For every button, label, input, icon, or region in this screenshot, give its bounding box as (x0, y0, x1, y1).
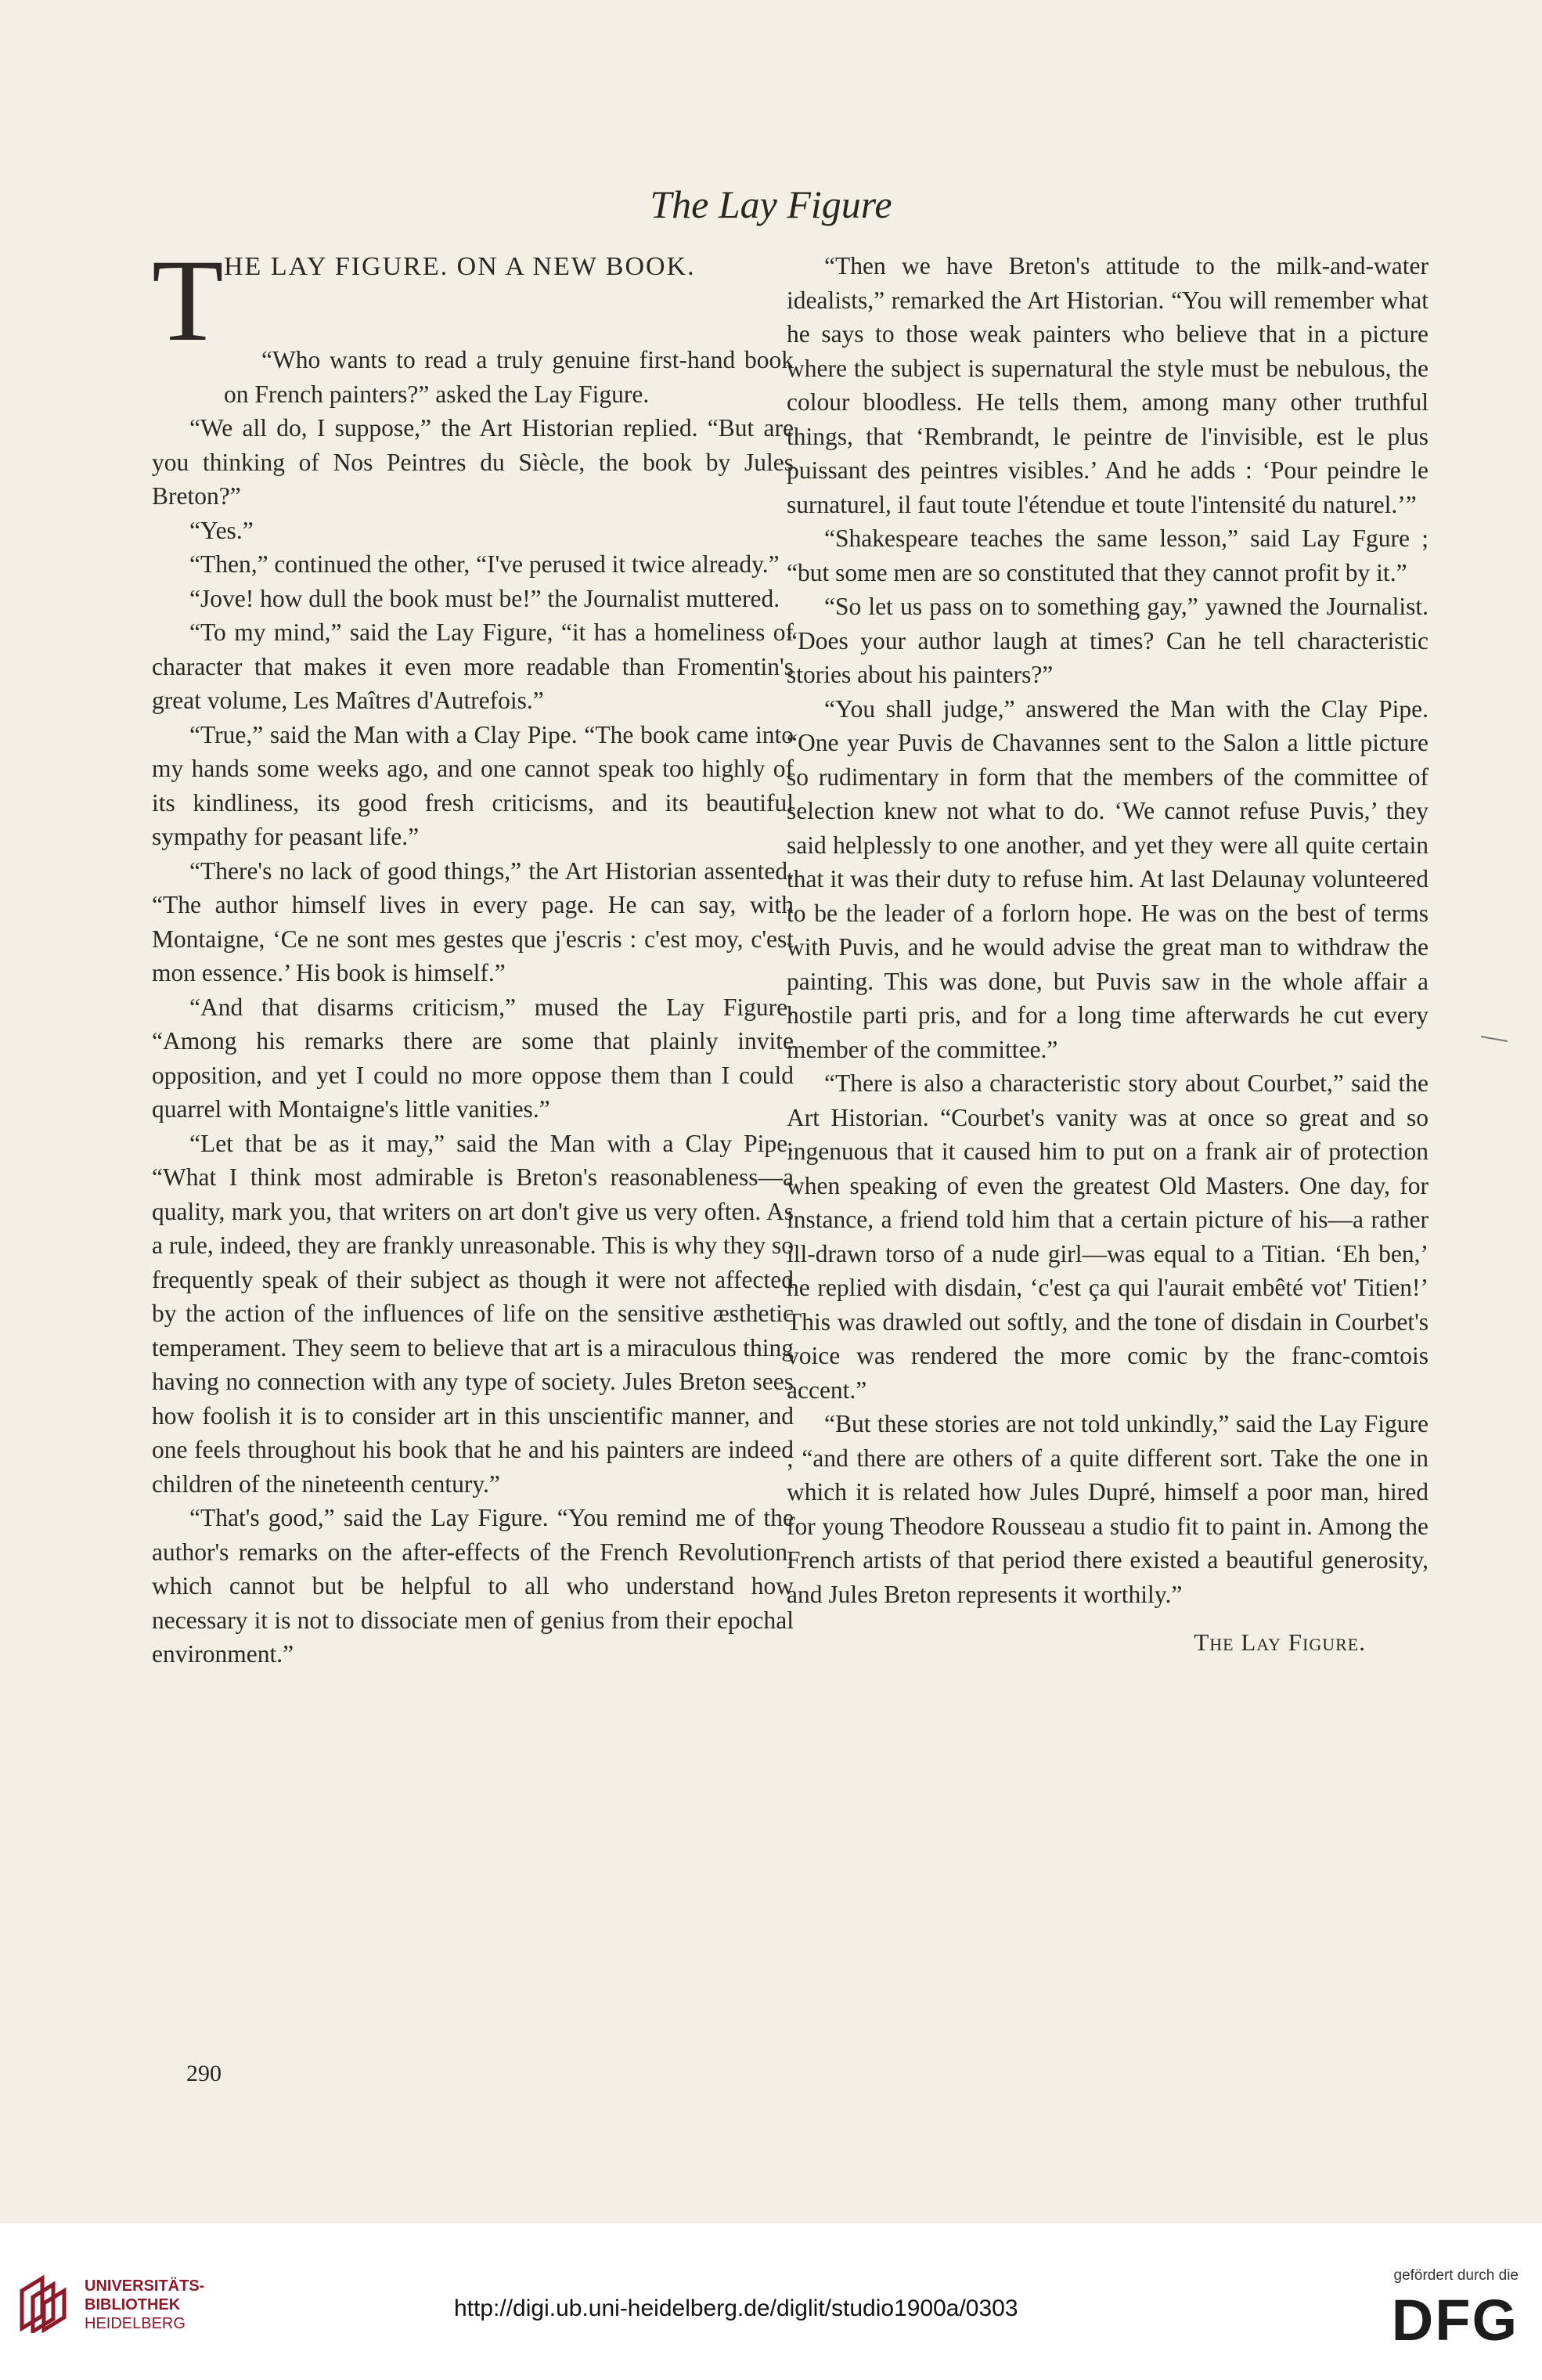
paragraph: “So let us pass on to something gay,” yawned the Journalist. “Does your author laugh at times? Can he tell characteristic stories about his painters?” (787, 593, 1429, 688)
funding-label: gefördert durch die (1393, 2267, 1519, 2284)
paragraph: “That's good,” said the Lay Figure. “You remind me of the author's remarks on the after-effects of the French Revolution, which cannot but be helpful to all who understand how necessary it is not to dissociate men of genius from their epochal environment.” (152, 1504, 794, 1668)
paragraph: “True,” said the Man with a Clay Pipe. “The book came into my hands some weeks ago, and one cannot speak too highly of its kindliness, its good fresh criticisms, and its beautiful sympathy for peasant life.” (152, 720, 794, 850)
article-title: HE LAY FIGURE. ON A NEW BOOK. (224, 252, 696, 281)
left-column (152, 236, 794, 1671)
paragraph: “Let that be as it may,” said the Man with a Clay Pipe. “What I think most admirable is Breton's reasonableness—a quality, mark you, that writers on art don't give us very often. As a rule, indeed, they are frankly unreasonable. This is why they so frequently speak of their subject as though it were not affected by the action of the influences of life on the sensitive æsthetic temperament. They seem to believe that art is a miraculous thing having no connection with any type of society. Jules Breton sees how foolish it is to consider art in this unscientific manner, and one feels throughout his book that he and his painters are indeed children of the nineteenth century.” (152, 1129, 794, 1498)
paragraph: “We all do, I suppose,” the Art Historian replied. “But are you thinking of Nos Peintres du Siècle, the book by Jules Breton?” (152, 414, 794, 510)
running-head: The Lay Figure (650, 182, 892, 226)
smudge-mark (1479, 1035, 1511, 1043)
paragraph: “Who wants to read a truly genuine first-hand book on French painters?” asked the Lay Figure. (224, 346, 794, 408)
paragraph: “There's no lack of good things,” the Art Historian assented. “The author himself lives in every page. He can say, with Montaigne, ‘Ce ne sont mes gestes que j'escris : c'est moy, c'est mon essence.’ His book is himself.” (152, 856, 794, 986)
paragraph: “There is also a characteristic story about Courbet,” said the Art Historian. “Courbet's vanity was at once so great and so ingenuous that it caused him to put on a frank air of protection when speaking of even the greatest Old Masters. One day, for instance, a friend told him that a certain picture of his—a rather ill-drawn torso of a nude girl—was equal to a Titian. ‘Eh ben,’ he replied with disdain, ‘c'est ça qui l'aurait embêté vot' Titien!’ This was drawled out softly, and the tone of disdain in Courbet's voice was rendered the more comic by the franc-comtois accent.” (787, 1069, 1429, 1404)
paragraph: “You shall judge,” answered the Man with the Clay Pipe. “One year Puvis de Chavannes sent to the Salon a little picture so rudimentary in form that the members of the committee of selection knew not what to do. ‘We cannot refuse Puvis,’ they said helplessly to one another, and yet they were all quite certain that it was their duty to refuse him. At last Delaunay volunteered to be the leader of a forlorn hope. He was on the best of terms with Puvis, and he would advise the great man to withdraw the painting. This was done, but Puvis saw in the whole affair a hostile parti pris, and for a long time afterwards he cut every member of the committee.” (787, 694, 1429, 1063)
page-number: 290 (186, 2061, 222, 2086)
article-heading (152, 236, 794, 366)
library-name[interactable] (85, 2277, 204, 2333)
paragraph: “Then,” continued the other, “I've perused it twice already.” (189, 550, 780, 578)
paragraph: “And that disarms criticism,” mused the Lay Figure. “Among his remarks there are some that plainly invite opposition, and yet I could no more oppose them than I could quarrel with Montaigne's little vanities.” (152, 993, 794, 1123)
source-url-link[interactable]: http://digi.ub.uni-heidelberg.de/diglit/studio1900a/0303 (454, 2295, 1018, 2321)
paragraph: “But these stories are not told unkindly,” said the Lay Figure ; “and there are others of a quite different sort. Take the one in which it is related how Jules Dupré, himself a poor man, hired for young Theodore Rousseau a studio fit to paint in. Among the French artists of that period there existed a beautiful generosity, and Jules Breton represents it worthily.” (787, 1410, 1429, 1608)
dfg-logo[interactable]: DFG (1391, 2288, 1519, 2353)
paragraph: “Jove! how dull the book must be!” the Journalist muttered. (189, 584, 780, 612)
signature: The Lay Figure. (1194, 1628, 1366, 1656)
paragraph: “Yes.” (189, 516, 254, 544)
paragraph: “Shakespeare teaches the same lesson,” said Lay Fgure ; “but some men are so constituted that they cannot profit by it.” (787, 525, 1429, 586)
drop-cap: T (152, 236, 224, 366)
paragraph: “To my mind,” said the Lay Figure, “it has a homeliness of character that makes it even more readable than Fromentin's great volume, Les Maîtres d'Autrefois.” (152, 618, 794, 714)
paragraph: “Then we have Breton's attitude to the milk-and-water idealists,” remarked the Art Historian. “You will remember what he says to those weak painters who believe that in a picture where the subject is supernatural the style must be nebulous, the colour bloodless. He tells them, among many other truthful things, that ‘Rembrandt, le peintre de l'invisible, est le plus puissant des peintres visibles.’ And he adds : ‘Pour peindre le surnaturel, il faut toute l'étendue et toute l'intensité du naturel.’” (787, 252, 1429, 518)
library-line: BIBLIOTHEK (85, 2296, 181, 2313)
library-line: HEIDELBERG (85, 2315, 186, 2332)
right-column (787, 249, 1429, 1660)
library-line: UNIVERSITÄTS- (85, 2277, 205, 2295)
footer-bar (0, 2223, 1542, 2380)
ub-heidelberg-logo-icon[interactable] (16, 2274, 70, 2333)
